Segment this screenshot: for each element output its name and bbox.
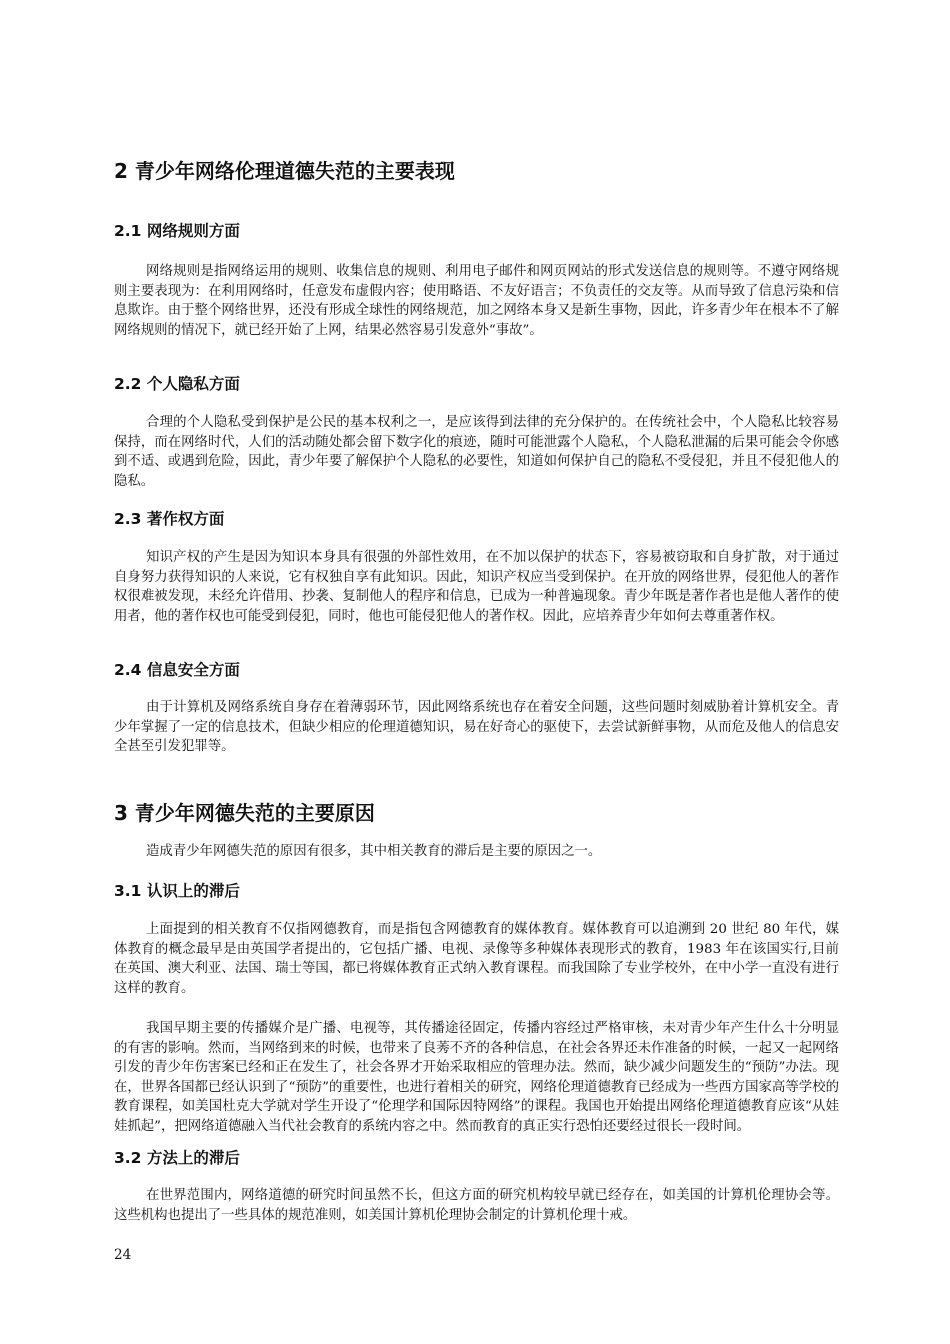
subsection-3-2-paragraph: 在世界范围内，网络道德的研究时间虽然不长，但这方面的研究机构较早就已经存在，如美国的计算机伦理协会等。这些机构也提出了一些具体的规范准则，如美国计算机伦理协会制定的计算机伦理十戒。 xyxy=(114,1188,839,1223)
subsection-2-3-paragraph: 知识产权的产生是因为知识本身具有很强的外部性效用，在不加以保护的状态下，容易被窃取和自身扩散，对于通过自身努力获得知识的人来说，它有权独自享有此知识。因此，知识产权应当受到保护。在开放的网络世界，侵犯他人的著作权很难被发现，未经允许借用、抄袭、复制他人的程序和信息，已成为一种普遍现象。青少年既是著作者也是他人著作的使用者，他的著作权也可能受到侵犯，同时，他也可能侵犯他人的著作权。因此，应培养青少年如何去尊重著作权。 xyxy=(114,550,839,624)
subsection-2-4-paragraph: 由于计算机及网络系统自身存在着薄弱环节，因此网络系统也存在着安全问题，这些问题时刻威胁着计算机安全。青少年掌握了一定的信息技术，但缺少相应的伦理道德知识，易在好奇心的驱使下，去尝试新鲜事物，从而危及他人的信息安全甚至引发犯罪等。 xyxy=(114,700,839,754)
subsection-3-1-paragraph-1: 上面提到的相关教育不仅指网德教育，而是指包含网德教育的媒体教育。媒体教育可以追溯到 20 世纪 80 年代，媒体教育的概念最早是由英国学者提出的，它包括广播、电视、录像等多种媒体表现形式的教育，1983 年在该国实行,目前在英国、澳大利亚、法国、瑞士等国，都已将媒体教育正式纳入教育课程。而我国除了专业学校外，在中小学一直没有进行这样的教育。 xyxy=(114,922,839,996)
subsection-3-1-paragraph-2: 我国早期主要的传播媒介是广播、电视等，其传播途径固定，传播内容经过严格审核，未对青少年产生什么十分明显的有害的影响。然而，当网络到来的时候，也带来了良莠不齐的各种信息，在社会各界还未作准备的时候，一起又一起网络引发的青少年伤害案已经和正在发生了，社会各界才开始采取相应的管理办法。然而，缺少减少问题发生的“预防”办法。现在，世界各国都已经认识到了“预防”的重要性，也进行着相关的研究，网络伦理道德教育已经成为一些西方国家高等学校的教育课程，如美国杜克大学就对学生开设了“伦理学和国际因特网络”的课程。我国也开始提出网络伦理道德教育应该“从娃娃抓起”，把网络道德融入当代社会教育的系统内容之中。然而教育的真正实行恐怕还要经过很长一段时间。 xyxy=(114,1021,839,1134)
section-2-heading: 2 青少年网络伦理道德失范的主要表现 xyxy=(114,159,455,183)
section-3-heading: 3 青少年网德失范的主要原因 xyxy=(114,801,375,825)
section-3-intro: 造成青少年网德失范的原因有很多，其中相关教育的滞后是主要的原因之一。 xyxy=(146,844,602,859)
subsection-3-1-heading: 3.1 认识上的滞后 xyxy=(114,882,240,900)
subsection-2-1-heading: 2.1 网络规则方面 xyxy=(114,222,240,240)
subsection-2-2-paragraph: 合理的个人隐私受到保护是公民的基本权利之一，是应该得到法律的充分保护的。在传统社会中，个人隐私比较容易保持，而在网络时代，人们的活动随处都会留下数字化的痕迹，随时可能泄露个人隐私，个人隐私泄漏的后果可能会令你感到不适、或遇到危险，因此，青少年要了解保护个人隐私的必要性，知道如何保护自己的隐私不受侵犯，并且不侵犯他人的隐私。 xyxy=(114,415,839,489)
subsection-2-1-paragraph: 网络规则是指网络运用的规则、收集信息的规则、利用电子邮件和网页网站的形式发送信息的规则等。不遵守网络规则主要表现为：在利用网络时，任意发布虚假内容；使用略语、不友好语言；不负责任的交友等。从而导致了信息污染和信息欺诈。由于整个网络世界，还没有形成全球性的网络规范，加之网络本身又是新生事物，因此，许多青少年在根本不了解网络规则的情况下，就已经开始了上网，结果必然容易引发意外“事故”。 xyxy=(114,264,839,338)
page-number: 24 xyxy=(114,1247,132,1263)
subsection-2-2-heading: 2.2 个人隐私方面 xyxy=(114,375,240,393)
subsection-2-4-heading: 2.4 信息安全方面 xyxy=(114,661,240,679)
subsection-3-2-heading: 3.2 方法上的滞后 xyxy=(114,1149,240,1167)
subsection-2-3-heading: 2.3 著作权方面 xyxy=(114,510,225,528)
